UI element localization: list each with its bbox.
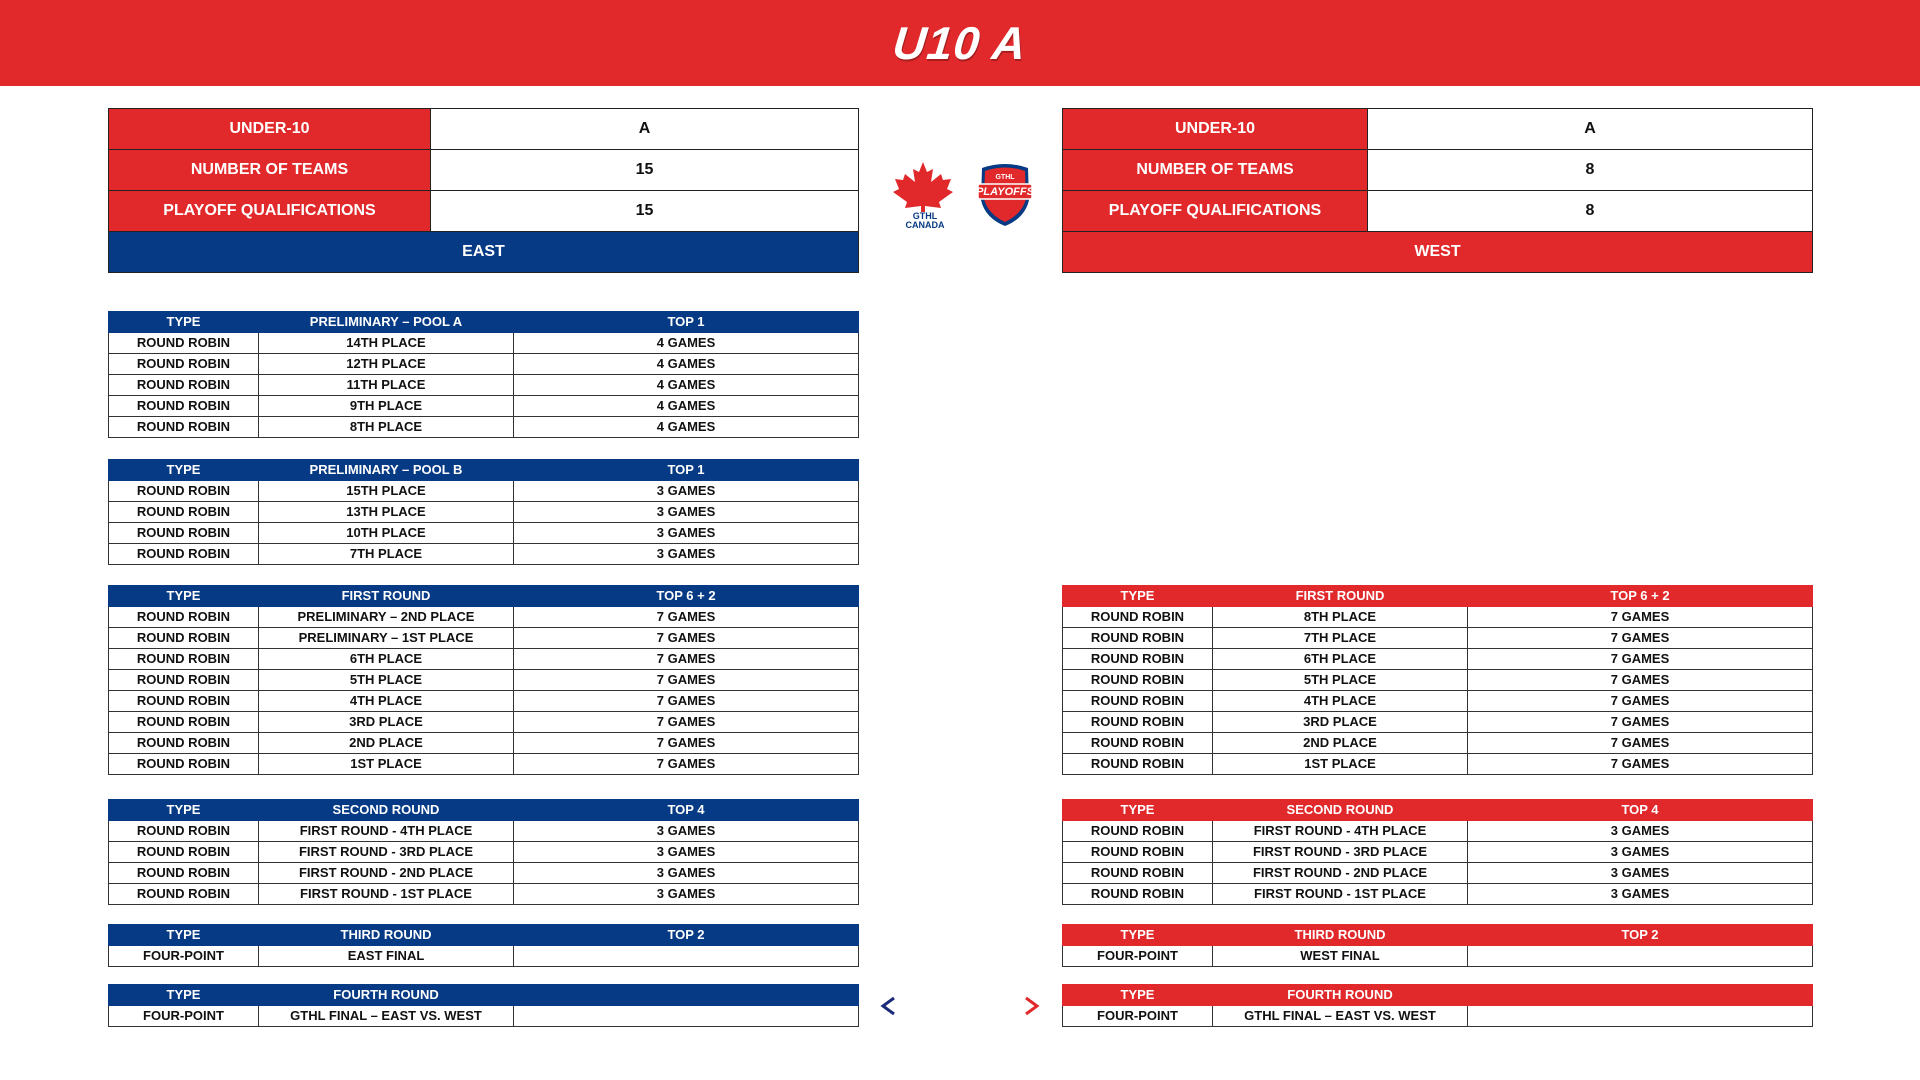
summary-value: A (1368, 109, 1813, 150)
table-row (109, 502, 859, 523)
table-cell: ROUND ROBIN (109, 670, 259, 691)
column-header: PRELIMINARY – POOL B (259, 460, 514, 481)
table-row (1063, 691, 1813, 712)
table-cell: FOUR-POINT (109, 946, 259, 967)
column-header: TYPE (109, 800, 259, 821)
table-row (109, 354, 859, 375)
table-cell: 3 GAMES (1468, 842, 1813, 863)
table-row (109, 733, 859, 754)
table-row (109, 417, 859, 438)
table-cell: FOUR-POINT (1063, 1006, 1213, 1027)
east-first-round-table (108, 585, 859, 775)
table-cell: ROUND ROBIN (109, 502, 259, 523)
column-header: PRELIMINARY – POOL A (259, 312, 514, 333)
table-row (109, 649, 859, 670)
table-cell (1468, 946, 1813, 967)
table-row (1063, 946, 1813, 967)
table-cell: ROUND ROBIN (1063, 670, 1213, 691)
table-row (109, 884, 859, 905)
table-row (1063, 1006, 1813, 1027)
table-cell: ROUND ROBIN (109, 417, 259, 438)
table-cell: ROUND ROBIN (1063, 884, 1213, 905)
table-row (109, 628, 859, 649)
table-cell: 7 GAMES (1468, 712, 1813, 733)
canada-logo-text: CANADA (905, 220, 945, 230)
column-header: TYPE (1063, 925, 1213, 946)
east-preliminary-pool-a-table (108, 311, 859, 438)
table-cell: FIRST ROUND - 4TH PLACE (1213, 821, 1468, 842)
summary-value: A (431, 109, 859, 150)
summary-label: NUMBER OF TEAMS (1063, 150, 1368, 191)
table-cell: 7 GAMES (1468, 733, 1813, 754)
table-cell: 3 GAMES (1468, 884, 1813, 905)
table-header-row (109, 985, 859, 1006)
table-cell: 15TH PLACE (259, 481, 514, 502)
table-cell: FOUR-POINT (1063, 946, 1213, 967)
summary-value: 8 (1368, 191, 1813, 232)
table-cell: 7 GAMES (514, 628, 859, 649)
summary-label: UNDER-10 (109, 109, 431, 150)
column-header: TOP 2 (514, 925, 859, 946)
column-header: TYPE (109, 985, 259, 1006)
table-cell: ROUND ROBIN (109, 481, 259, 502)
table-cell: ROUND ROBIN (109, 691, 259, 712)
summary-row (109, 150, 859, 191)
table-header-row (1063, 925, 1813, 946)
summary-label: NUMBER OF TEAMS (109, 150, 431, 191)
summary-value: 15 (431, 150, 859, 191)
table-cell: 7 GAMES (514, 712, 859, 733)
table-header-row (109, 925, 859, 946)
west-second-round-table (1062, 799, 1813, 905)
playoffs-top-text: GTHL (995, 174, 1015, 181)
table-cell: 7TH PLACE (259, 544, 514, 565)
table-cell: 7 GAMES (514, 691, 859, 712)
column-header: TYPE (109, 586, 259, 607)
table-cell: 4TH PLACE (1213, 691, 1468, 712)
table-cell: 6TH PLACE (259, 649, 514, 670)
table-header-row (109, 800, 859, 821)
table-row (109, 607, 859, 628)
west-summary-table (1062, 108, 1813, 273)
page-title: U10 A (890, 17, 1030, 69)
table-cell: 9TH PLACE (259, 396, 514, 417)
table-cell: ROUND ROBIN (109, 544, 259, 565)
summary-footer-row (1063, 232, 1813, 273)
summary-value: 8 (1368, 150, 1813, 191)
table-cell: 12TH PLACE (259, 354, 514, 375)
table-row (109, 691, 859, 712)
table-cell: GTHL FINAL – EAST VS. WEST (259, 1006, 514, 1027)
maple-leaf-icon (893, 162, 953, 212)
table-cell: 7 GAMES (514, 754, 859, 775)
table-cell: ROUND ROBIN (1063, 628, 1213, 649)
table-header-row (1063, 800, 1813, 821)
table-cell: 7 GAMES (1468, 649, 1813, 670)
table-cell: 4 GAMES (514, 354, 859, 375)
table-header-row (109, 586, 859, 607)
summary-label: PLAYOFF QUALIFICATIONS (109, 191, 431, 232)
table-cell: 3 GAMES (1468, 821, 1813, 842)
table-cell: WEST FINAL (1213, 946, 1468, 967)
table-cell: 7 GAMES (1468, 607, 1813, 628)
title-banner (0, 0, 1920, 86)
table-cell: 3 GAMES (514, 842, 859, 863)
table-cell: ROUND ROBIN (109, 333, 259, 354)
table-cell: 3RD PLACE (1213, 712, 1468, 733)
table-row (1063, 884, 1813, 905)
column-header: SECOND ROUND (259, 800, 514, 821)
table-row (109, 946, 859, 967)
table-cell: 7 GAMES (514, 733, 859, 754)
column-header: FIRST ROUND (1213, 586, 1468, 607)
summary-row (1063, 109, 1813, 150)
table-cell: FIRST ROUND - 1ST PLACE (1213, 884, 1468, 905)
league-logos (885, 160, 1045, 230)
table-cell: 3 GAMES (514, 481, 859, 502)
table-cell: ROUND ROBIN (1063, 754, 1213, 775)
west-third-round-table (1062, 924, 1813, 967)
gthl-logo-text: GTHL (912, 211, 938, 221)
column-header: TYPE (1063, 985, 1213, 1006)
table-cell: 4TH PLACE (259, 691, 514, 712)
column-header: TOP 4 (1468, 800, 1813, 821)
table-cell: GTHL FINAL – EAST VS. WEST (1213, 1006, 1468, 1027)
column-header: FOURTH ROUND (259, 985, 514, 1006)
table-cell: 3 GAMES (514, 523, 859, 544)
table-cell: ROUND ROBIN (109, 354, 259, 375)
table-cell: 7 GAMES (1468, 628, 1813, 649)
east-second-round-table (108, 799, 859, 905)
table-cell: 5TH PLACE (1213, 670, 1468, 691)
table-cell: PRELIMINARY – 2ND PLACE (259, 607, 514, 628)
table-row (1063, 607, 1813, 628)
summary-label: PLAYOFF QUALIFICATIONS (1063, 191, 1368, 232)
table-row (109, 712, 859, 733)
table-cell: ROUND ROBIN (109, 884, 259, 905)
column-header: TYPE (109, 312, 259, 333)
table-cell: 6TH PLACE (1213, 649, 1468, 670)
table-cell: 2ND PLACE (259, 733, 514, 754)
table-cell: 8TH PLACE (1213, 607, 1468, 628)
table-cell: ROUND ROBIN (1063, 712, 1213, 733)
table-cell: 7 GAMES (1468, 670, 1813, 691)
table-cell: ROUND ROBIN (109, 712, 259, 733)
playoffs-logo-text: PLAYOFFS (976, 186, 1034, 198)
table-cell: 7 GAMES (1468, 754, 1813, 775)
column-header: TOP 4 (514, 800, 859, 821)
table-row (109, 396, 859, 417)
table-cell: 10TH PLACE (259, 523, 514, 544)
table-cell: FIRST ROUND - 3RD PLACE (1213, 842, 1468, 863)
table-row (109, 481, 859, 502)
east-preliminary-pool-b-table (108, 459, 859, 565)
table-cell: FIRST ROUND - 2ND PLACE (259, 863, 514, 884)
column-header: TOP 6 + 2 (514, 586, 859, 607)
column-header: TYPE (109, 460, 259, 481)
table-row (109, 375, 859, 396)
table-cell: 1ST PLACE (1213, 754, 1468, 775)
table-cell: 3 GAMES (1468, 863, 1813, 884)
table-row (109, 544, 859, 565)
table-row (1063, 754, 1813, 775)
table-cell: FIRST ROUND - 1ST PLACE (259, 884, 514, 905)
table-cell: 4 GAMES (514, 396, 859, 417)
table-row (1063, 863, 1813, 884)
table-cell: ROUND ROBIN (109, 842, 259, 863)
table-cell: 11TH PLACE (259, 375, 514, 396)
table-cell: 7 GAMES (514, 607, 859, 628)
column-header: TYPE (109, 925, 259, 946)
table-cell: ROUND ROBIN (109, 863, 259, 884)
table-cell: 2ND PLACE (1213, 733, 1468, 754)
table-row (109, 1006, 859, 1027)
table-cell: 3 GAMES (514, 821, 859, 842)
table-cell: ROUND ROBIN (109, 607, 259, 628)
east-summary-table (108, 108, 859, 273)
table-cell: FIRST ROUND - 3RD PLACE (259, 842, 514, 863)
table-cell: ROUND ROBIN (109, 649, 259, 670)
table-cell: 3 GAMES (514, 502, 859, 523)
column-header (514, 985, 859, 1006)
table-cell: 3 GAMES (514, 863, 859, 884)
table-cell: 1ST PLACE (259, 754, 514, 775)
table-header-row (1063, 985, 1813, 1006)
summary-row (109, 109, 859, 150)
column-header: FOURTH ROUND (1213, 985, 1468, 1006)
table-cell: 5TH PLACE (259, 670, 514, 691)
table-row (109, 670, 859, 691)
table-cell: FIRST ROUND - 4TH PLACE (259, 821, 514, 842)
column-header: FIRST ROUND (259, 586, 514, 607)
summary-value: 15 (431, 191, 859, 232)
summary-row (1063, 150, 1813, 191)
table-header-row (109, 312, 859, 333)
table-cell: ROUND ROBIN (1063, 733, 1213, 754)
table-row (1063, 842, 1813, 863)
column-header: TOP 1 (514, 312, 859, 333)
table-row (109, 754, 859, 775)
table-header-row (1063, 586, 1813, 607)
table-row (1063, 628, 1813, 649)
table-row (109, 842, 859, 863)
column-header: SECOND ROUND (1213, 800, 1468, 821)
column-header: TYPE (1063, 586, 1213, 607)
table-cell: 7 GAMES (514, 670, 859, 691)
column-header: THIRD ROUND (1213, 925, 1468, 946)
table-cell: 7TH PLACE (1213, 628, 1468, 649)
table-cell: 4 GAMES (514, 333, 859, 354)
column-header: TOP 1 (514, 460, 859, 481)
table-row (1063, 670, 1813, 691)
east-west-arrow-icon (878, 994, 1042, 1018)
table-cell (1468, 1006, 1813, 1027)
table-cell: ROUND ROBIN (1063, 821, 1213, 842)
table-row (1063, 649, 1813, 670)
table-row (1063, 821, 1813, 842)
table-cell (514, 1006, 859, 1027)
table-cell: ROUND ROBIN (1063, 691, 1213, 712)
summary-row (1063, 191, 1813, 232)
table-cell: FOUR-POINT (109, 1006, 259, 1027)
table-cell: 14TH PLACE (259, 333, 514, 354)
table-cell: ROUND ROBIN (1063, 842, 1213, 863)
table-cell: 3 GAMES (514, 884, 859, 905)
table-cell: PRELIMINARY – 1ST PLACE (259, 628, 514, 649)
conference-label-east: EAST (109, 232, 859, 273)
table-cell: 7 GAMES (514, 649, 859, 670)
table-cell: ROUND ROBIN (109, 523, 259, 544)
table-cell: 7 GAMES (1468, 691, 1813, 712)
table-cell: 4 GAMES (514, 375, 859, 396)
column-header: TYPE (1063, 800, 1213, 821)
table-cell: 4 GAMES (514, 417, 859, 438)
column-header: TOP 6 + 2 (1468, 586, 1813, 607)
table-cell: EAST FINAL (259, 946, 514, 967)
table-cell: ROUND ROBIN (109, 733, 259, 754)
table-cell: ROUND ROBIN (109, 754, 259, 775)
table-row (1063, 733, 1813, 754)
table-cell: ROUND ROBIN (109, 821, 259, 842)
table-cell: ROUND ROBIN (109, 375, 259, 396)
column-header: THIRD ROUND (259, 925, 514, 946)
table-row (109, 821, 859, 842)
table-cell: 3 GAMES (514, 544, 859, 565)
column-header: TOP 2 (1468, 925, 1813, 946)
table-row (109, 333, 859, 354)
table-cell: ROUND ROBIN (109, 628, 259, 649)
east-fourth-round-table (108, 984, 859, 1027)
summary-footer-row (109, 232, 859, 273)
table-row (1063, 712, 1813, 733)
table-cell: FIRST ROUND - 2ND PLACE (1213, 863, 1468, 884)
summary-label: UNDER-10 (1063, 109, 1368, 150)
table-cell: 8TH PLACE (259, 417, 514, 438)
west-first-round-table (1062, 585, 1813, 775)
table-cell: ROUND ROBIN (1063, 649, 1213, 670)
table-cell: ROUND ROBIN (1063, 607, 1213, 628)
conference-label-west: WEST (1063, 232, 1813, 273)
column-header (1468, 985, 1813, 1006)
table-header-row (109, 460, 859, 481)
table-cell (514, 946, 859, 967)
table-cell: ROUND ROBIN (1063, 863, 1213, 884)
table-cell: ROUND ROBIN (109, 396, 259, 417)
table-row (109, 523, 859, 544)
east-third-round-table (108, 924, 859, 967)
table-cell: 3RD PLACE (259, 712, 514, 733)
summary-row (109, 191, 859, 232)
table-row (109, 863, 859, 884)
table-cell: 13TH PLACE (259, 502, 514, 523)
west-fourth-round-table (1062, 984, 1813, 1027)
